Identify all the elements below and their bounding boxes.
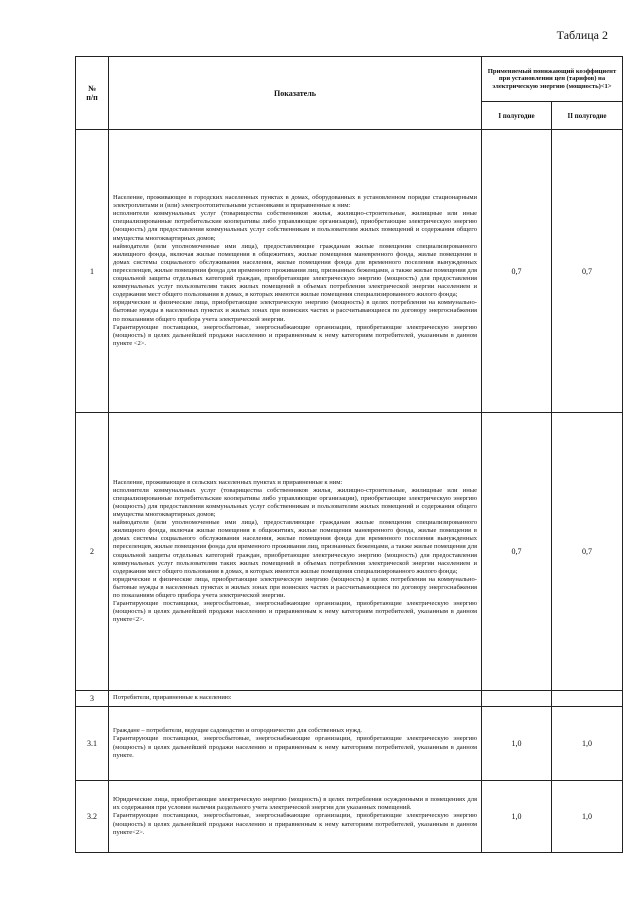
row-number: 3.2 [76, 781, 109, 853]
indicator-paragraph: Население, проживающее в сельских населенных пунктах и приравненные к ним: [113, 478, 343, 486]
tariff-coefficient-table [75, 56, 623, 853]
header-second-half: II полугодие [552, 102, 623, 130]
row-indicator [109, 413, 482, 691]
row-number: 2 [76, 413, 109, 691]
header-number: № п/п [76, 57, 109, 130]
row-number: 3.1 [76, 707, 109, 781]
table-row [76, 413, 623, 691]
table-row [76, 691, 623, 707]
table-row [76, 781, 623, 853]
second-half-coefficient: 0,7 [552, 130, 623, 413]
indicator-paragraph: Гарантирующие поставщики, энергосбытовые, энергоснабжающие организации, приобретающие электрическую энергию (мощность) в целях дальнейшей продажи населению и приравненным к нему категориям потребителей, указанным в данном пункте<2>. [113, 600, 477, 624]
row-number: 1 [76, 130, 109, 413]
header-first-half: I полугодие [482, 102, 552, 130]
header-coefficient: Применяемый понижающий коэффициент при установлении цен (тарифов) на электрическую энергию (мощность)<1> [482, 57, 623, 102]
indicator-paragraph: Граждане – потребители, ведущие садоводство и огородничество для собственных нужд. [113, 727, 362, 735]
first-half-coefficient: 0,7 [482, 413, 552, 691]
table-row [76, 707, 623, 781]
indicator-paragraph: исполнители коммунальных услуг (товарищества собственников жилья, жилищно-строительные, жилищные или иные специализированные потребительские кооперативы либо управляющие организации), приобретающие электрическую энергию (мощность) для предоставления коммунальных услуг собственникам и пользователям жилых помещений и содержания общего имущества многоквартирных домов; [113, 486, 477, 518]
first-half-coefficient: 1,0 [482, 707, 552, 781]
table-row [76, 130, 623, 413]
header-row [76, 57, 623, 102]
table-caption: Таблица 2 [556, 28, 608, 42]
first-half-coefficient: 0,7 [482, 130, 552, 413]
row-indicator [109, 130, 482, 413]
row-number: 3 [76, 691, 109, 707]
indicator-paragraph: Население, проживающее в городских населенных пунктах в домах, оборудованных в установленном порядке стационарными электроплитами и (или) электроотопительными установками и приравненные к ним: [113, 193, 477, 210]
header-indicator: Показатель [109, 57, 482, 130]
indicator-paragraph: наймодатели (или уполномоченные ими лица), предоставляющие гражданам жилые помещения специализированного жилищного фонда, включая жилые помещения в общежитиях, жилые помещения маневренного фонда, жилые помещения в домах системы социального обслуживания населения, жилые помещения фонда для временного поселения вынужденных переселенцев, жилые помещения фонда для временного проживания лиц, признанных беженцами, а также жилые помещения для социальной защиты отдельных категорий граждан, приобретающие электрическую энергию (мощность) для предоставления коммунальных услуг пользователям таких жилых помещений в объемах потребления электрической энергии населением и содержания мест общего пользования в домах, в которых имеются жилые помещения специализированного жилого фонда; [113, 519, 477, 575]
indicator-paragraph: Гарантирующие поставщики, энергосбытовые, энергоснабжающие организации, приобретающие электрическую энергию (мощность) в целях дальнейшей продажи населению и приравненным к нему категориям потребителей, указанным в данном пункте<2>. [113, 812, 477, 836]
indicator-paragraph: юридические и физические лица, приобретающие электрическую энергию (мощность) в целях потребления на коммунально-бытовые нужды в населенных пунктах и жилых зонах при воинских частях и рассчитывающиеся по договору энергоснабжения по показаниям общего прибора учета электрической энергии. [113, 299, 477, 323]
first-half-coefficient: 1,0 [482, 781, 552, 853]
indicator-paragraph: наймодатели (или уполномоченные ими лица), предоставляющие гражданам жилые помещения специализированного жилищного фонда, включая жилые помещения в общежитиях, жилые помещения маневренного фонда, жилые помещения в домах системы социального обслуживания населения, жилые помещения фонда для временного поселения вынужденных переселенцев, жилые помещения фонда для временного проживания лиц, признанных беженцами, а также жилые помещения для социальной защиты отдельных категорий граждан, приобретающие электрическую энергию (мощность) для предоставления коммунальных услуг пользователям таких жилых помещений в объемах потребления электрической энергии населением и содержания мест общего пользования в домах, в которых имеются жилые помещения специализированного жилого фонда; [113, 242, 477, 299]
indicator-paragraph: Потребители, приравненные к населению: [113, 694, 232, 702]
second-half-coefficient: 1,0 [552, 707, 623, 781]
indicator-paragraph: Гарантирующие поставщики, энергосбытовые, энергоснабжающие организации, приобретающие электрическую энергию (мощность) в целях дальнейшей продажи населению и приравненным к нему категориям потребителей, указанным в данном пункте. [113, 735, 477, 759]
first-half-coefficient [482, 691, 552, 707]
second-half-coefficient: 0,7 [552, 413, 623, 691]
indicator-paragraph: юридические и физические лица, приобретающие электрическую энергию (мощность) в целях потребления на коммунально-бытовые нужды в населенных пунктах и жилых зонах при воинских частях и рассчитывающиеся по договору энергоснабжения по показаниям общего прибора учета электрической энергии. [113, 575, 477, 600]
row-indicator [109, 781, 482, 853]
indicator-paragraph: Юридические лица, приобретающие электрическую энергию (мощность) в целях потребления осужденными в помещениях для их содержания при условии наличия раздельного учета электрической энергии для указанных помещений. [113, 796, 477, 812]
second-half-coefficient [552, 691, 623, 707]
indicator-paragraph: исполнители коммунальных услуг (товарищества собственников жилья, жилищно-строительные, жилищные или иные специализированные потребительские кооперативы либо управляющие организации), приобретающие электрическую энергию (мощность) для предоставления коммунальных услуг собственникам и пользователям жилых помещений и содержания общего имущества многоквартирных домов; [113, 210, 477, 242]
indicator-paragraph: Гарантирующие поставщики, энергосбытовые, энергоснабжающие организации, приобретающие электрическую энергию (мощность) в целях дальнейшей продажи населению и приравненным к нему категориям потребителей, указанным в данном пункте <2>. [113, 323, 477, 347]
row-indicator [109, 707, 482, 781]
row-indicator [109, 691, 482, 707]
second-half-coefficient: 1,0 [552, 781, 623, 853]
